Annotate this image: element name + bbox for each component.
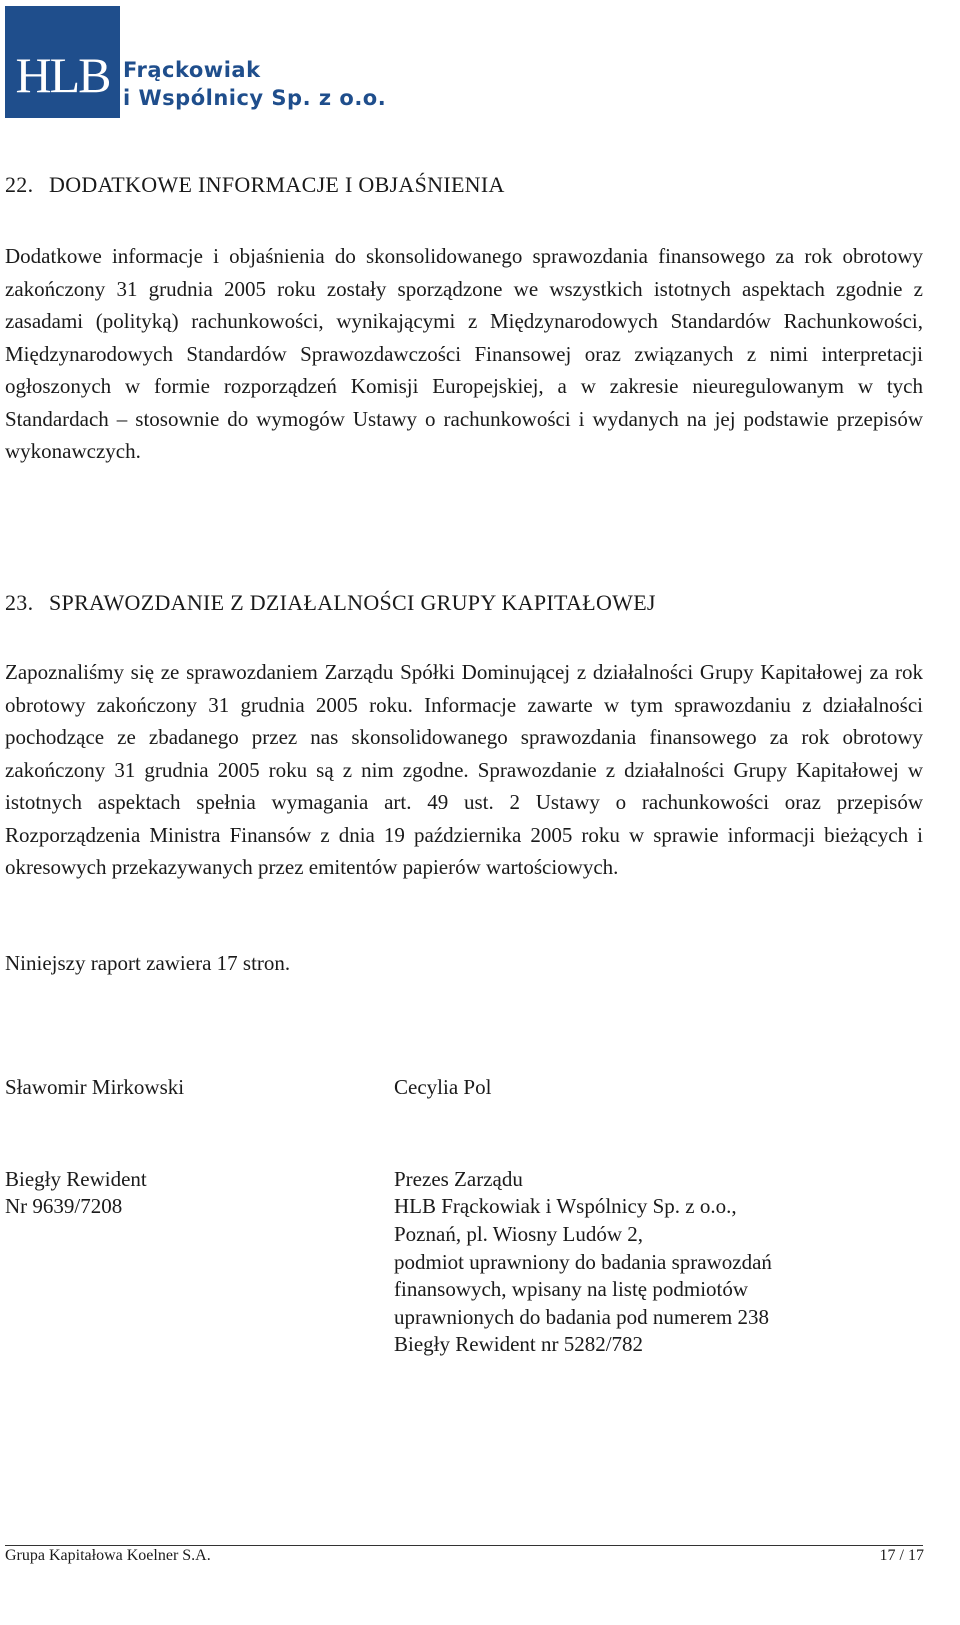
pages-note: Niniejszy raport zawiera 17 stron. xyxy=(5,951,291,975)
logo-mark xyxy=(5,6,120,118)
section-22-number: 22. xyxy=(5,172,34,197)
signatory-left-role: Biegły Rewident xyxy=(5,1167,147,1191)
section-23-title: SPRAWOZDANIE Z DZIAŁALNOŚCI GRUPY KAPITAŁOWEJ xyxy=(49,590,656,615)
signatory-left-reg: Nr 9639/7208 xyxy=(5,1194,123,1218)
footer-company: Grupa Kapitałowa Koelner S.A. xyxy=(5,1547,211,1564)
signatory-right-line: uprawnionych do badania pod numerem 238 xyxy=(394,1305,769,1329)
signatory-right-name: Cecylia Pol xyxy=(394,1075,492,1099)
signatory-right-line: finansowych, wpisany na listę podmiotów xyxy=(394,1277,749,1301)
signatory-right-line: Poznań, pl. Wiosny Ludów 2, xyxy=(394,1222,644,1246)
section-22-body: Dodatkowe informacje i objaśnienia do skonsolidowanego sprawozdania finansowego za rok obrotowy zakończony 31 grudnia 2005 roku zostały sporządzone we wszystkich istotnych aspektach zgodnie z zasadami (polityką) rachunkowości, wynikającymi z Międzynarodowych Standardów Rachunkowości, Międzynarodowych Standardów Sprawozdawczości Finansowej oraz związanych z nimi interpretacji ogłoszonych w formie rozporządzeń Komisji Europejskiej, a w zakresie nieuregulowanym w tych Standardach – stosownie do wymogów Ustawy o rachunkowości i wydanych na jej podstawie przepisów wykonawczych. xyxy=(5,244,923,463)
footer-divider xyxy=(5,1545,923,1546)
section-23-heading xyxy=(5,590,656,616)
footer-page-number: 17 / 17 xyxy=(879,1547,924,1564)
section-22-heading xyxy=(5,172,505,198)
signatory-right-line: HLB Frąckowiak i Wspólnicy Sp. z o.o., xyxy=(394,1194,737,1218)
section-22-title: DODATKOWE INFORMACJE I OBJAŚNIENIA xyxy=(49,172,505,197)
section-23-number: 23. xyxy=(5,590,34,615)
logo-mark-text: HLB xyxy=(15,47,110,103)
signatory-right-line: Biegły Rewident nr 5282/782 xyxy=(394,1332,644,1356)
signatory-left-name: Sławomir Mirkowski xyxy=(5,1075,185,1099)
logo-line-1: Frąckowiak xyxy=(123,58,261,82)
company-logo xyxy=(5,6,445,118)
section-23-body: Zapoznaliśmy się ze sprawozdaniem Zarządu Spółki Dominującej z działalności Grupy Kapitałowej za rok obrotowy zakończony 31 grudnia 2005 roku. Informacje zawarte w tym sprawozdaniu z działalności pochodzące ze zbadanego przez nas skonsolidowanego sprawozdania finansowego za rok obrotowy zakończony 31 grudnia 2005 roku są z nim zgodne. Sprawozdanie z działalności Grupy Kapitałowej w istotnych aspektach spełnia wymagania art. 49 ust. 2 Ustawy o rachunkowości oraz przepisów Rozporządzenia Ministra Finansów z dnia 19 października 2005 roku w sprawie informacji bieżących i okresowych przekazywanych przez emitentów papierów wartościowych. xyxy=(5,660,923,879)
logo-line-2: i Wspólnicy Sp. z o.o. xyxy=(123,86,387,110)
signatory-right-line: Prezes Zarządu xyxy=(394,1167,523,1191)
signatory-right-line: podmiot uprawniony do badania sprawozdań xyxy=(394,1250,772,1274)
